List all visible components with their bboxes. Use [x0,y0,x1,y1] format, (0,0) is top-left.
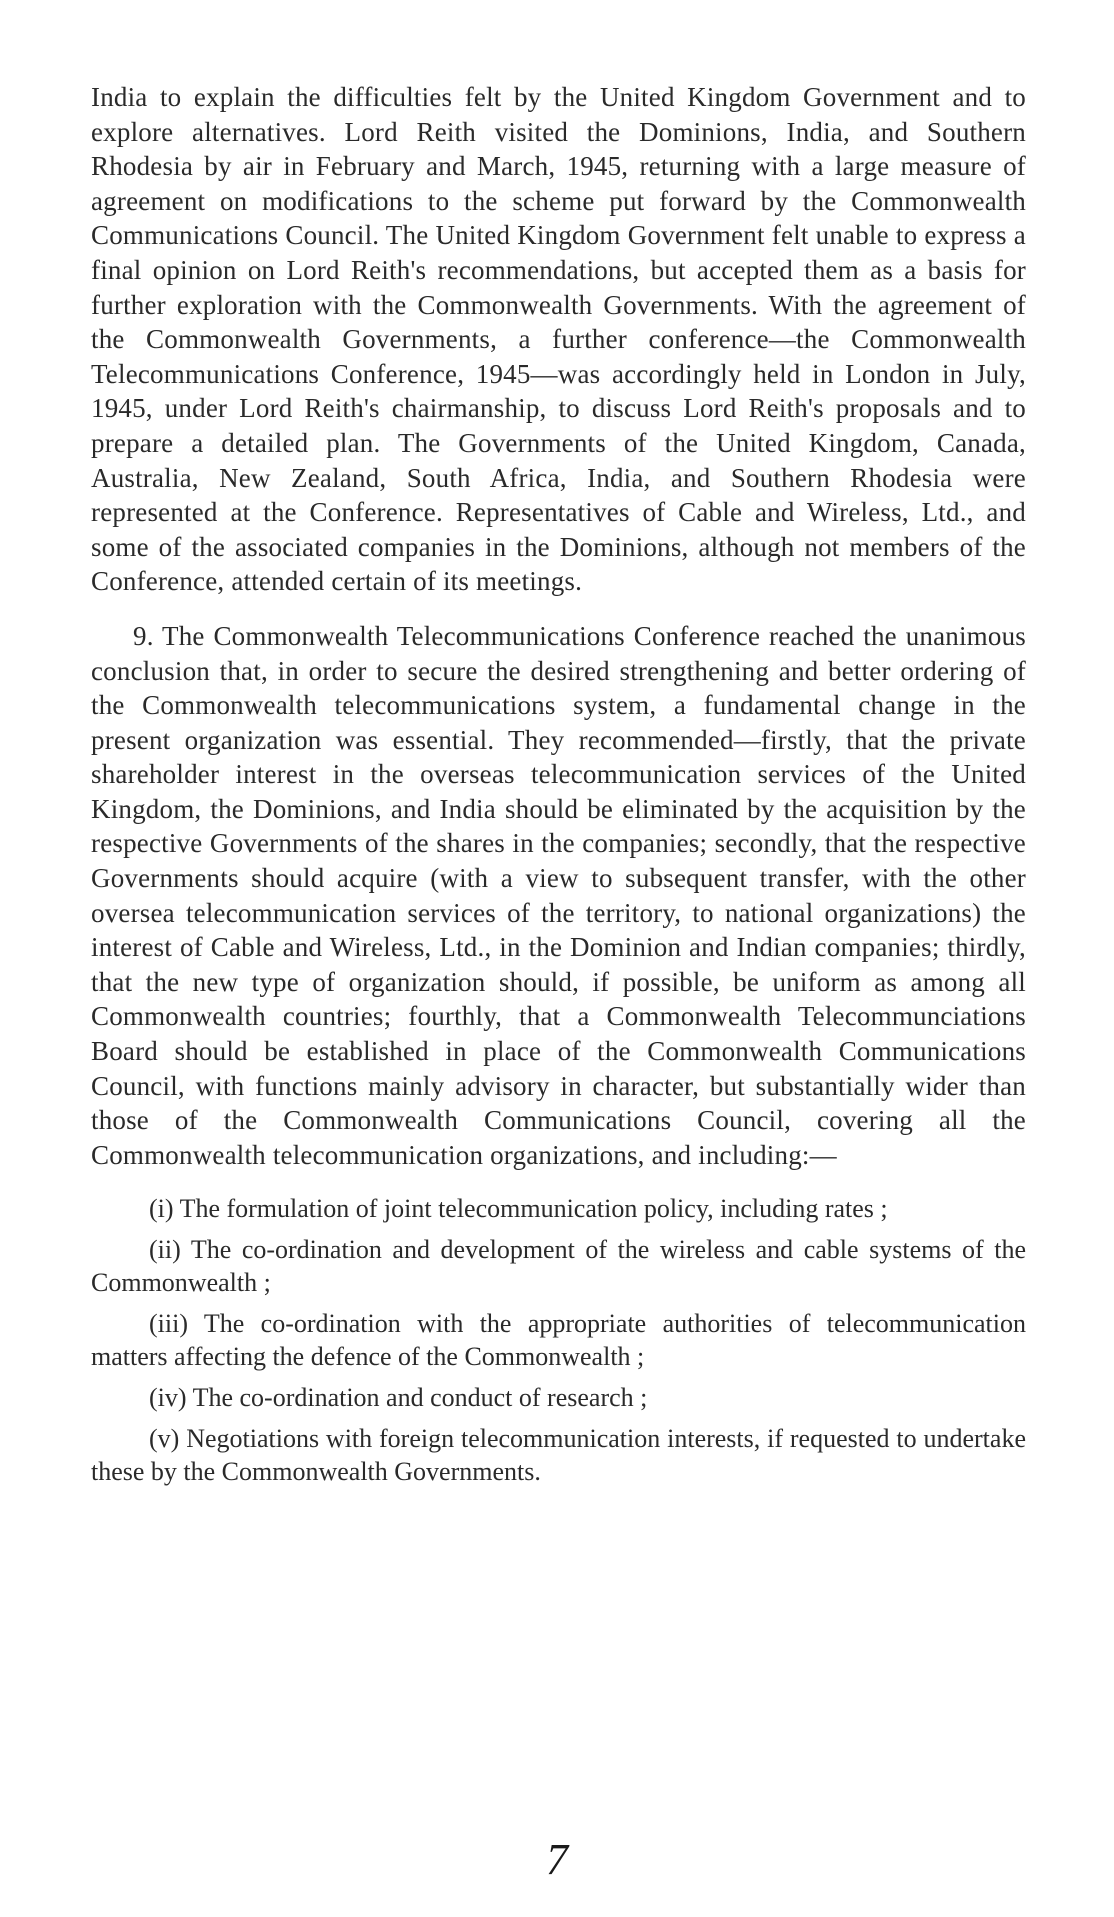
list-item: (iv) The co-ordination and conduct of research ; [149,1383,648,1413]
paragraph-continuation: India to explain the difficulties felt by the United Kingdom Government and to explore alternatives. Lord Reith visited the Dominions, India, and Southern Rhodesia by air in February and March, 1945, returning with a large measure of agreement on modifications to the scheme put forward by the Commonwealth Communications Council. The United Kingdom Government felt unable to express a final opinion on Lord Reith's recommendations, but accepted them as a basis for further exploration with the Commonwealth Governments. With the agreement of the Commonwealth Governments, a further conference—the Commonwealth Telecommunications Conference, 1945—was accordingly held in London in July, 1945, under Lord Reith's chairmanship, to discuss Lord Reith's proposals and to prepare a detailed plan. The Governments of the United Kingdom, Canada, Australia, New Zealand, South Africa, India, and Southern Rhodesia were represented at the Conference. Representatives of Cable and Wireless, Ltd., and some of the associated companies in the Dominions, although not members of the Conference, attended certain of its meetings. [91,82,1026,597]
paragraph-9: 9. The Commonwealth Telecommunications Conference reached the unanimous conclusion that, in order to secure the desired strengthening and better ordering of the Commonwealth telecommunications system, a fundamental change in the present organization was essential. They recommended—firstly, that the private shareholder interest in the overseas telecommunication services of the United Kingdom, the Dominions, and India should be eliminated by the acquisition by the respective Governments of the shares in the companies; secondly, that the respective Governments should acquire (with a view to subsequent transfer, with the other oversea telecommunication services of the territory, to national organizations) the interest of Cable and Wireless, Ltd., in the Dominion and Indian companies; thirdly, that the new type of organization should, if possible, be uniform as among all Commonwealth countries; fourthly, that a Commonwealth Telecommunciations Board should be established in place of the Commonwealth Communications Council, with functions mainly advisory in character, but substantially wider than those of the Commonwealth Communications Council, covering all the Commonwealth telecommunication organizations, and including:— [91,620,1026,1170]
document-page [91,80,1026,1496]
list-item: (v) Negotiations with foreign telecommunication interests, if requested to undertake these by the Commonwealth Governments. [91,1424,1026,1487]
list-item: (i) The formulation of joint telecommunication policy, including rates ; [149,1194,888,1224]
list-item: (iii) The co-ordination with the appropriate authorities of telecommunication matters affecting the defence of the Commonwealth ; [91,1309,1026,1372]
functions-list [91,1192,1026,1488]
page-number: 7 [546,1835,568,1884]
list-item: (ii) The co-ordination and development of the wireless and cable systems of the Commonwealth ; [91,1235,1026,1298]
